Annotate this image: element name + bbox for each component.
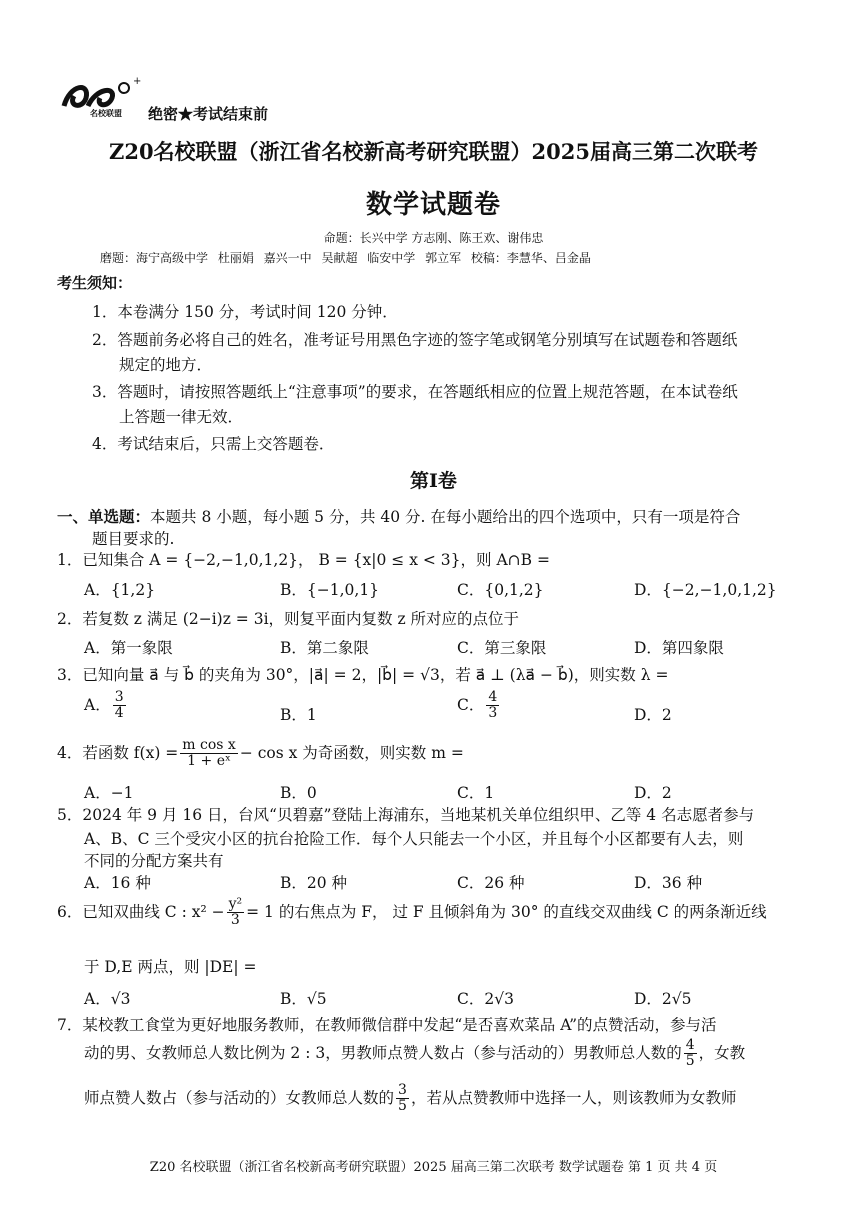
question-7-line1: 7．某校教工食堂为更好地服务教师，在教师微信群中发起“是否喜欢菜品 A”的点赞活动，参与活: [57, 1016, 717, 1034]
q7-fraction-male: [684, 1038, 697, 1070]
fraction-denominator: 4: [114, 705, 124, 722]
fraction-numerator: y²: [228, 896, 243, 912]
fraction-numerator: 4: [685, 1037, 695, 1053]
question-7-line2: [84, 1038, 745, 1070]
q3-option-d: D．2: [634, 706, 672, 724]
q6-prefix: 6．已知双曲线 C : x² −: [57, 902, 225, 921]
q6-suffix: = 1 的右焦点为 F， 过 F 且倾斜角为 30° 的直线交双曲线 C 的两条渐近线: [246, 902, 767, 921]
q2-option-a: A．第一象限: [84, 639, 173, 657]
q3-option-c-label: C．: [457, 695, 485, 714]
q2-option-d: D．第四象限: [634, 639, 724, 657]
fraction-denominator: 1 + eˣ: [187, 753, 231, 770]
q4-option-b: B．0: [280, 784, 317, 802]
part-description-cont: 题目要求的.: [92, 530, 175, 548]
fraction-denominator: 5: [398, 1098, 407, 1115]
notice-title: 考生须知：: [57, 274, 133, 292]
fraction-numerator: 3: [114, 689, 124, 705]
notice-item: 2．答题前务必将自己的姓名，准考证号用黑色字迹的签字笔或钢笔分别填写在试题卷和答题纸: [92, 331, 738, 349]
fraction-denominator: 5: [685, 1053, 695, 1070]
q4-option-d: D．2: [634, 784, 672, 802]
reviewers-line: 磨题：海宁高级中学 杜丽娟 嘉兴一中 吴献超 临安中学 郭立军 校稿：李慧华、吕金晶: [100, 251, 591, 265]
fraction-denominator: 3: [488, 705, 498, 722]
fraction-numerator: 4: [488, 689, 498, 705]
q6-option-c: C．2√3: [457, 990, 514, 1008]
q4-option-a: A．−1: [84, 784, 134, 802]
part-heading: [57, 505, 740, 527]
question-5-line: A、B、C 三个受灾小区的抗台抢险工作．每个人只能去一个小区，并且每个小区都要有人去，则: [84, 830, 744, 848]
question-6-stem: [57, 897, 767, 929]
q7-line3-text: 师点赞人数占（参与活动的）女教师总人数的: [84, 1088, 395, 1107]
q1-option-a: A．{1,2}: [84, 581, 156, 599]
svg-text:+: +: [133, 76, 142, 87]
notice-item: 上答题一律无效．: [119, 408, 244, 426]
q3-option-c-fraction: [486, 690, 499, 722]
part-description: 本题共 8 小题，每小题 5 分，共 40 分. 在每小题给出的四个选项中，只有一项是符合: [150, 508, 741, 526]
question-5-line: 5．2024 年 9 月 16 日，台风“贝碧嘉”登陆上海浦东，当地某机关单位组织甲、乙等 4 名志愿者参与: [57, 806, 755, 824]
q4-suffix: − cos x 为奇函数，则实数 m =: [239, 743, 464, 762]
q3-option-a: [84, 690, 128, 722]
question-4-stem: [57, 738, 464, 770]
q1-option-c: C．{0,1,2}: [457, 581, 544, 599]
page-footer: Z20 名校联盟（浙江省名校新高考研究联盟）2025 届高三第二次联考 数学试题卷 第 1 页 共 4 页: [149, 1160, 718, 1175]
q7-line3-tail: ，若从点赞教师中选择一人，则该教师为女教师: [410, 1088, 737, 1107]
q3-option-b: B．1: [280, 706, 317, 724]
q6-option-d: D．2√5: [634, 990, 692, 1008]
q1-option-b: B．{−1,0,1}: [280, 581, 380, 599]
q6-option-b: B．√5: [280, 990, 327, 1008]
fraction-numerator: 3: [398, 1082, 407, 1098]
question-7-line3: [84, 1083, 736, 1115]
school-alliance-logo: [60, 76, 140, 120]
q5-option-c: C．26 种: [457, 874, 525, 892]
authors-line: 命题：长兴中学 方志刚、陈王欢、谢伟忠: [323, 231, 544, 245]
confidential-label: 绝密★考试结束前: [148, 105, 269, 123]
q2-option-b: B．第二象限: [280, 639, 369, 657]
q7-line2-tail: ，女教: [698, 1043, 746, 1062]
q3-option-a-fraction: [113, 690, 126, 722]
q7-fraction-female: [396, 1083, 409, 1115]
question-6-line2: 于 D,E 两点，则 |DE| =: [84, 958, 257, 976]
q3-option-c: [457, 690, 501, 722]
q4-option-c: C．1: [457, 784, 495, 802]
q4-prefix: 4．若函数 f(x) =: [57, 743, 179, 762]
question-1-stem: 1．已知集合 A = {−2,−1,0,1,2}， B = {x|0 ≤ x < 3}，则 A∩B =: [57, 551, 550, 569]
section-title: 第Ⅰ卷: [410, 470, 457, 492]
q6-fraction: [227, 897, 245, 929]
logo-text: 名校联盟: [90, 108, 122, 118]
q7-line2-text: 动的男、女教师总人数比例为 2 : 3，男教师点赞人数占（参与活动的）男教师总人数的: [84, 1043, 682, 1062]
notice-item: 1．本卷满分 150 分，考试时间 120 分钟．: [92, 303, 398, 321]
fraction-numerator: m cos x: [182, 737, 236, 753]
question-5-line: 不同的分配方案共有: [84, 852, 224, 870]
q3-option-a-label: A．: [84, 695, 111, 714]
question-3-stem: 3．已知向量 a⃗ 与 b⃗ 的夹角为 30°，|a⃗| = 2，|b⃗| = √3，若 a⃗ ⊥ (λa⃗ − b⃗)，则实数 λ =: [57, 666, 669, 684]
notice-item: 4．考试结束后，只需上交答题卷．: [92, 435, 335, 453]
q5-option-b: B．20 种: [280, 874, 348, 892]
notice-item: 3．答题时，请按照答题纸上“注意事项”的要求，在答题纸相应的位置上规范答题，在本试卷纸: [92, 383, 738, 401]
part-label: 一、单选题：: [57, 507, 151, 526]
question-2-stem: 2．若复数 z 满足 (2−i)z = 3i，则复平面内复数 z 所对应的点位于: [57, 610, 520, 628]
subject-title: 数学试题卷: [365, 190, 501, 220]
q5-option-a: A．16 种: [84, 874, 151, 892]
q5-option-d: D．36 种: [634, 874, 703, 892]
q1-option-d: D．{−2,−1,0,1,2}: [634, 581, 777, 599]
q6-option-a: A．√3: [84, 990, 131, 1008]
exam-title: Z20名校联盟（浙江省名校新高考研究联盟）2025届高三第二次联考: [109, 139, 758, 164]
q4-fraction: [180, 738, 238, 770]
q2-option-c: C．第三象限: [457, 639, 547, 657]
notice-item: 规定的地方．: [119, 356, 213, 374]
fraction-denominator: 3: [230, 912, 240, 929]
